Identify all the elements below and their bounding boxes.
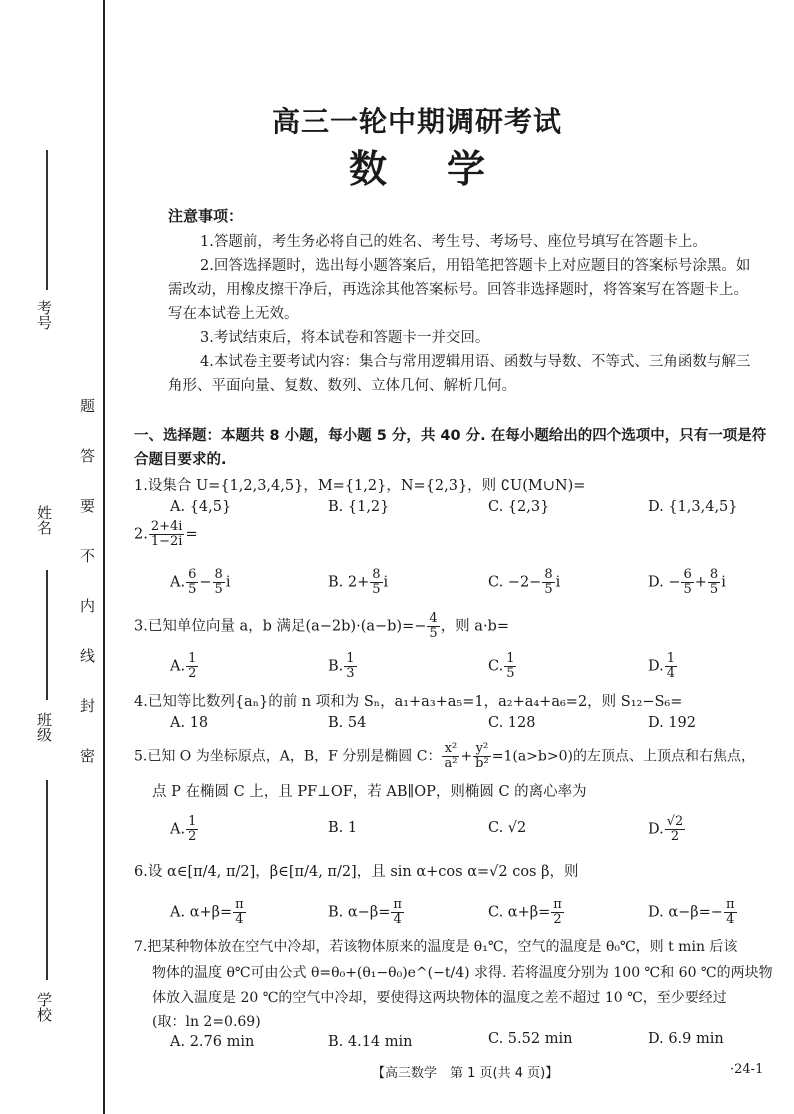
seal-char: 不 — [80, 547, 96, 565]
q7-option-b: B. 4.14 min — [328, 1034, 413, 1050]
q7-option-d: D. 6.9 min — [648, 1031, 724, 1047]
q5-option-a: A. $\frac{1}{2}$ — [170, 814, 197, 844]
question-7-line: 物体的温度 θ℃可由公式 θ=θ₀+(θ₁−θ₀)e^(−t/4) 求得. 若将温度分别为 100 ℃和 60 ℃的两块物 — [152, 965, 773, 981]
q2-option-c: C. −2− $\frac{8}{5}$ i — [488, 567, 561, 597]
notes-heading: 注意事项： — [168, 207, 244, 225]
seal-char: 要 — [80, 497, 96, 515]
binding-blank-class — [46, 780, 48, 980]
note-item: 4.本试卷主要考试内容：集合与常用逻辑用语、函数与导数、不等式、三角函数与解三角形、平面向量、复数、数列、立体几何、解析几何。 — [168, 354, 751, 394]
question-1-stem: 1.设集合 U={1,2,3,4,5}，M={1,2}，N={2,3}，则 ∁U(M∪N)= — [134, 478, 586, 494]
seal-char: 题 — [80, 397, 96, 415]
q6-option-c: C. α+β= $\frac{\pi}{2}$ — [488, 897, 562, 927]
page-number: 【高三数学 第 1 页(共 4 页)】 — [372, 1066, 559, 1081]
q4-option-b: B. 54 — [328, 715, 367, 731]
q3-option-a: A. $\frac{1}{2}$ — [170, 651, 197, 681]
note-item: 1.答题前，考生务必将自己的姓名、考生号、考场号、座位号填写在答题卡上。 — [200, 234, 707, 250]
binding-blank-name — [46, 570, 48, 700]
q7-option-a: A. 2.76 min — [170, 1034, 255, 1050]
q2-option-a: A. $\frac{6}{5}$ − $\frac{8}{5}$ i — [170, 567, 231, 597]
exam-title: 高三一轮中期调研考试 — [271, 105, 562, 138]
paper-code: ·24-1 — [730, 1062, 764, 1077]
q1-option-a: A. {4,5} — [170, 499, 232, 515]
q5-option-c: C. √2 — [488, 820, 527, 836]
question-7-line: 7.把某种物体放在空气中冷却，若该物体原来的温度是 θ₁℃，空气的温度是 θ₀℃，则 t min 后该 — [134, 939, 738, 955]
seal-char: 内 — [80, 597, 96, 615]
question-5-stem-line1: 5.已知 O 为坐标原点，A，B，F 分别是椭圆 C： $\frac{\text{x²}}{\text{a²}}$ + $\frac{\text{y²}}{\text{b²}}$ =1(a>b>0)的左顶点、上顶点和右焦点， — [134, 741, 755, 771]
q3-option-d: D. $\frac{1}{4}$ — [648, 651, 675, 681]
exam-subject: 数学 — [348, 147, 545, 191]
note-item: 2.回答选择题时，选出每小题答案后，用铅笔把答题卡上对应题目的答案标号涂黑。如需改动，用橡皮擦干净后，再选涂其他答案标号。回答非选择题时，将答案写在答题卡上。写在本试卷上无效。 — [168, 258, 751, 322]
question-5-stem-line2: 点 P 在椭圆 C 上，且 PF⊥OF，若 AB∥OP，则椭圆 C 的离心率为 — [152, 784, 587, 800]
q3-option-b: B. $\frac{1}{3}$ — [328, 651, 355, 681]
question-2-stem: 2. $\frac{2+4i}{1-2i}$ = — [134, 519, 198, 549]
q6-option-d: D. α−β=− $\frac{\pi}{4}$ — [648, 897, 735, 927]
section-heading: 一、选择题：本题共 8 小题，每小题 5 分，共 40 分. 在每小题给出的四个选项中，只有一项是符合题目要求的. — [134, 428, 767, 468]
question-6-stem: 6.设 α∈[π/4, π/2]，β∈[π/4, π/2]，且 sin α+cos α=√2 cos β，则 — [134, 864, 579, 880]
q4-option-c: C. 128 — [488, 715, 536, 731]
binding-label-exam-number: 考号 — [35, 300, 53, 330]
q5-option-b: B. 1 — [328, 820, 358, 836]
q6-option-a: A. α+β= $\frac{\pi}{4}$ — [170, 897, 244, 927]
q5-option-d: D. $\frac{√2}{2}$ — [648, 814, 684, 844]
seal-char: 答 — [80, 447, 96, 465]
seal-char: 封 — [80, 697, 96, 715]
q3-option-c: C. $\frac{1}{5}$ — [488, 651, 515, 681]
seal-char: 线 — [80, 647, 96, 665]
q1-option-d: D. {1,3,4,5} — [648, 499, 738, 515]
q4-option-d: D. 192 — [648, 715, 697, 731]
seal-char: 密 — [80, 747, 96, 765]
q1-option-c: C. {2,3} — [488, 499, 550, 515]
binding-label-name: 姓名 — [35, 505, 53, 535]
q6-option-b: B. α−β= $\frac{\pi}{4}$ — [328, 897, 402, 927]
question-4-stem: 4.已知等比数列{aₙ}的前 n 项和为 Sₙ，a₁+a₃+a₅=1，a₂+a₄+a₆=2，则 S₁₂−S₆= — [134, 694, 683, 710]
q2-option-d: D. − $\frac{6}{5}$ + $\frac{8}{5}$ i — [648, 567, 726, 597]
question-3-stem: 3.已知单位向量 a，b 满足(a−2b)·(a−b)=− $\frac{4}{5}$ ，则 a·b= — [134, 611, 509, 641]
q7-option-c: C. 5.52 min — [488, 1031, 573, 1047]
note-item: 3.考试结束后，将本试卷和答题卡一并交回。 — [200, 330, 490, 346]
q2-option-b: B. 2+ $\frac{8}{5}$ i — [328, 567, 389, 597]
binding-label-class: 班级 — [35, 712, 53, 742]
question-7-line: (取：ln 2=0.69) — [152, 1014, 261, 1030]
question-7-line: 体放入温度是 20 ℃的空气中冷却，要使得这两块物体的温度之差不超过 10 ℃，至少要经过 — [152, 990, 727, 1006]
q4-option-a: A. 18 — [170, 715, 209, 731]
binding-label-school: 学校 — [35, 992, 53, 1022]
q1-option-b: B. {1,2} — [328, 499, 390, 515]
